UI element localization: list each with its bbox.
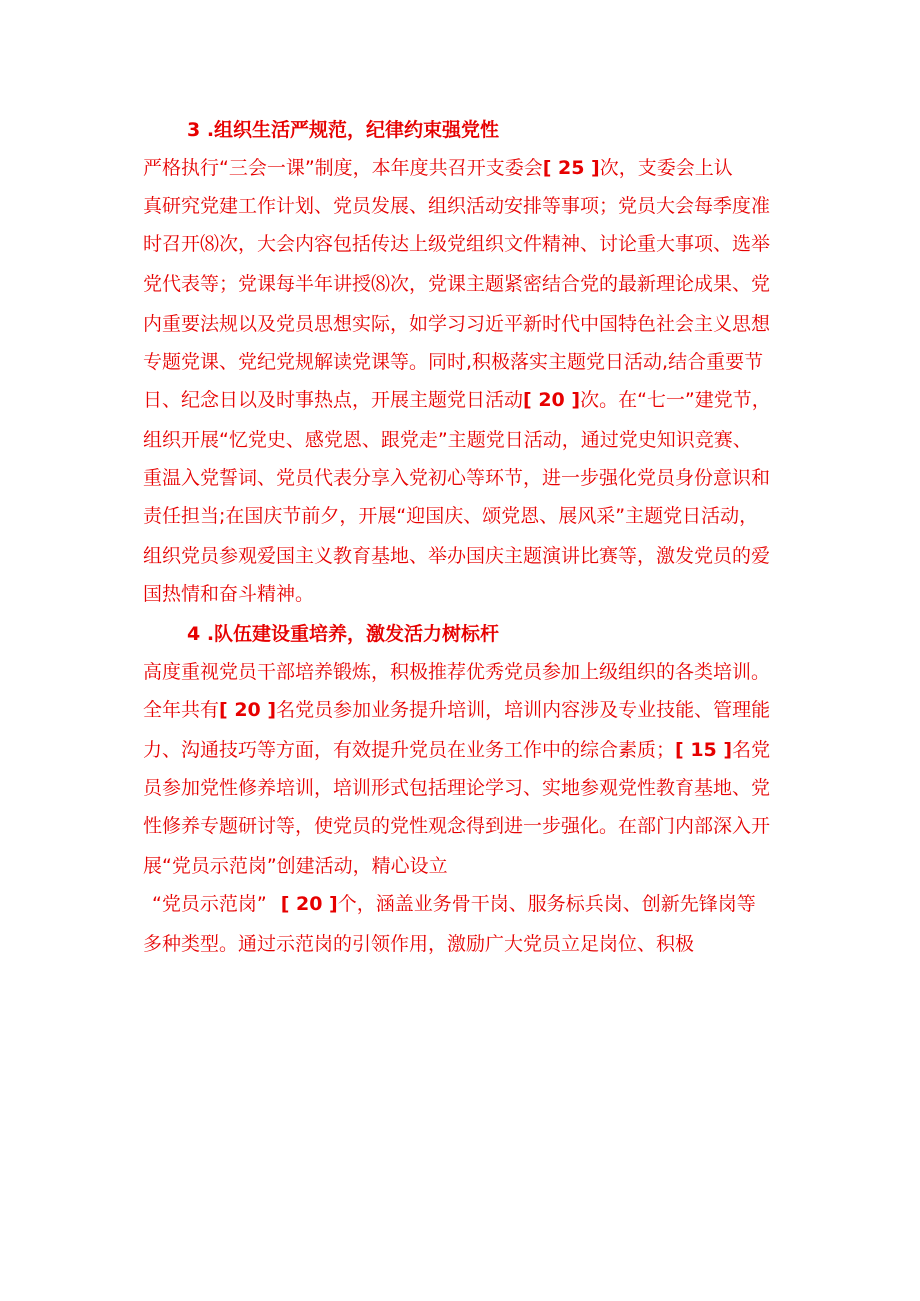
line-text: 力、沟通技巧等方面，有效提升党员在业务工作中的综合素质； <box>143 739 676 761</box>
section-3-line-6: 专题党课、党纪党规解读党课等。同时,积极落实主题党日活动,结合重要节 <box>143 351 764 373</box>
section-4-line-1: 高度重视党员干部培养锻炼，积极推荐优秀党员参加上级组织的各类培训。 <box>143 661 771 683</box>
section-3-heading: 3 .组织生活严规范，纪律约束强党性 <box>187 119 500 141</box>
section-3-line-2: 真研究党建工作计划、党员发展、组织活动安排等事项；党员大会每季度准 <box>143 195 771 217</box>
section-3-line-3: 时召开⑻次，大会内容包括传达上级党组织文件精神、讨论重大事项、选举 <box>143 233 771 255</box>
section-4-line-4: 员参加党性修养培训，培训形式包括理论学习、实地参观党性教育基地、党 <box>143 777 771 799</box>
count-value: [ 15 ] <box>675 739 733 761</box>
line-text: 个，涵盖业务骨干岗、服务标兵岗、创新先锋岗等 <box>337 893 756 915</box>
line-text: 次，支委会上认 <box>599 157 733 179</box>
section-4-heading: 4 .队伍建设重培养，激发活力树标杆 <box>187 623 500 645</box>
line-text: 名党员参加业务提升培训，培训内容涉及专业技能、管理能 <box>276 699 771 721</box>
line-text: 日、纪念日以及时事热点，开展主题党日活动 <box>143 389 524 411</box>
count-value: [ 20 ] <box>219 699 277 721</box>
section-3-line-11: 组织党员参观爱国主义教育基地、举办国庆主题演讲比赛等，激发党员的爱 <box>143 545 771 567</box>
line-text: 次。在“七一”建党节， <box>580 389 771 411</box>
section-3-line-10: 责任担当;在国庆节前夕，开展“迎国庆、颂党恩、展风采”主题党日活动， <box>143 505 759 527</box>
count-value: [ 20 ] <box>280 893 338 915</box>
line-text: 全年共有 <box>143 699 220 721</box>
section-3-line-1 <box>143 155 733 181</box>
line-text: 名党 <box>732 739 771 761</box>
section-3-line-4: 党代表等；党课每半年讲授⑻次，党课主题紧密结合党的最新理论成果、党 <box>143 273 771 295</box>
section-4-line-7 <box>152 891 756 917</box>
line-text: 严格执行“三会一课”制度，本年度共召开支委会 <box>143 157 543 179</box>
section-3-line-12: 国热情和奋斗精神。 <box>143 583 315 605</box>
count-value: [ 25 ] <box>542 157 600 179</box>
section-4-line-2 <box>143 697 770 723</box>
line-text: “党员示范岗” <box>152 893 267 915</box>
section-3-line-7 <box>143 387 771 413</box>
section-4-line-8: 多种类型。通过示范岗的引领作用，激励广大党员立足岗位、积极 <box>143 933 695 955</box>
section-4-line-5: 性修养专题研讨等，使党员的党性观念得到进一步强化。在部门内部深入开 <box>143 815 771 837</box>
section-4-line-3 <box>143 737 770 763</box>
section-3-line-5: 内重要法规以及党员思想实际，如学习习近平新时代中国特色社会主义思想 <box>143 313 771 335</box>
count-value: [ 20 ] <box>523 389 581 411</box>
section-4-line-6: 展“党员示范岗”创建活动，精心设立 <box>143 855 448 877</box>
section-3-line-9: 重温入党誓词、党员代表分享入党初心等环节，进一步强化党员身份意识和 <box>143 467 771 489</box>
section-3-line-8: 组织开展“忆党史、感党恩、跟党走”主题党日活动，通过党史知识竞赛、 <box>143 429 752 451</box>
